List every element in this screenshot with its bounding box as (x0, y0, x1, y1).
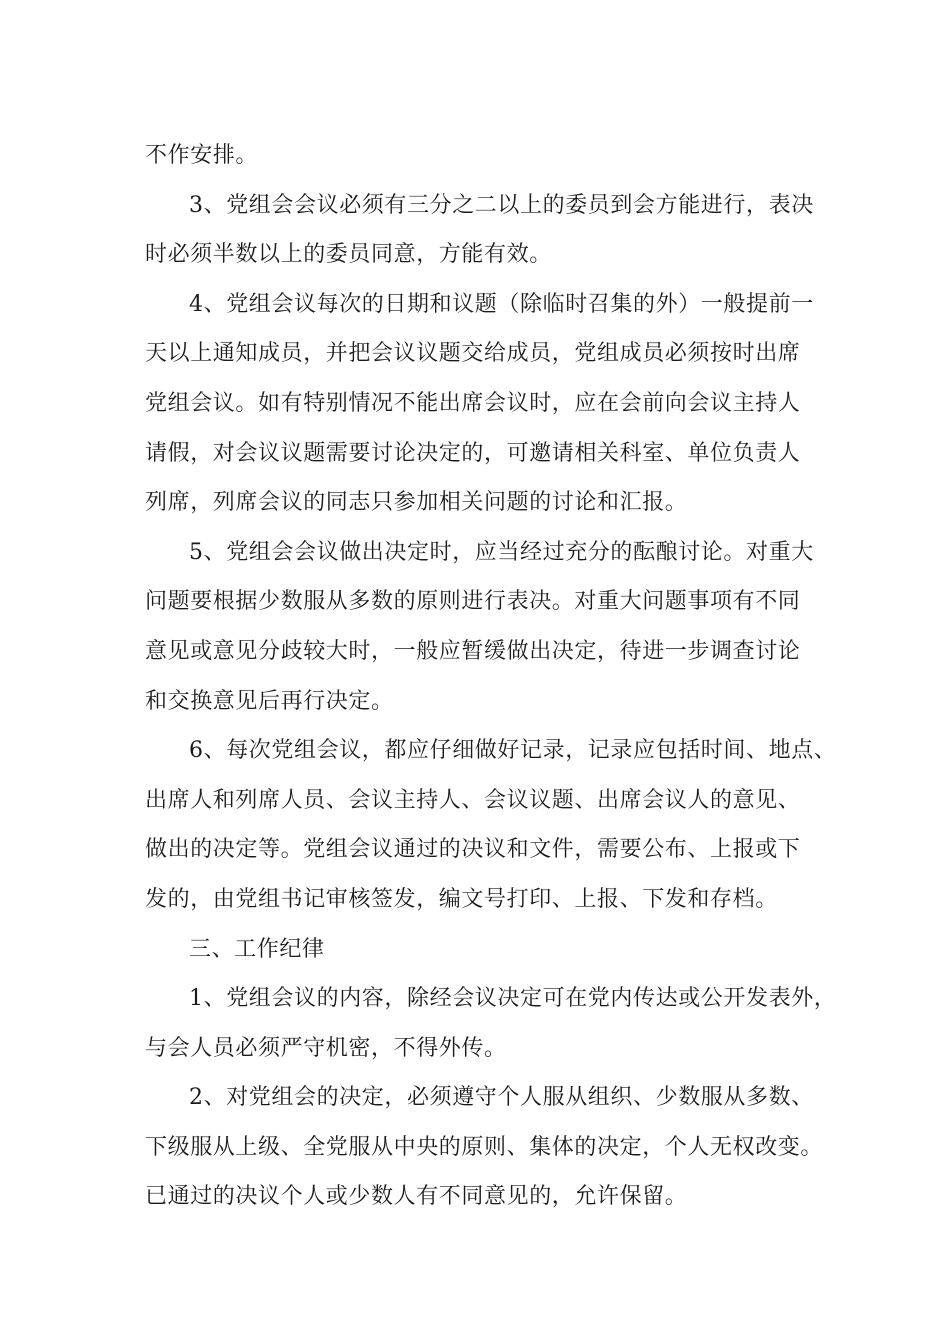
text-line: 党组会议。如有特别情况不能出席会议时，应在会前向会议主持人 (145, 390, 801, 416)
text-line: 出席人和列席人员、会议主持人、会议议题、出席会议人的意见、 (145, 787, 801, 813)
text-line: 做出的决定等。党组会议通过的决议和文件，需要公布、上报或下 (145, 837, 801, 863)
section-heading: 三、工作纪律 (189, 936, 325, 962)
text-line: 意见或意见分歧较大时，一般应暂缓做出决定，待进一步调查讨论 (145, 638, 801, 664)
text-line: 已通过的决议个人或少数人有不同意见的，允许保留。 (145, 1184, 688, 1210)
text-line: 请假，对会议议题需要讨论决定的，可邀请相关科室、单位负责人 (145, 440, 801, 466)
text-line: 2、对党组会的决定，必须遵守个人服从组织、少数服从多数、 (189, 1085, 814, 1111)
text-line: 列席，列席会议的同志只参加相关问题的讨论和汇报。 (145, 490, 688, 516)
text-line: 与会人员必须严守机密，不得外传。 (145, 1035, 507, 1061)
text-line: 6、每次党组会议，都应仔细做好记录，记录应包括时间、地点、 (189, 738, 837, 764)
text-line: 3、党组会会议必须有三分之二以上的委员到会方能进行，表决 (189, 192, 814, 218)
text-line: 1、党组会议的内容，除经会议决定可在党内传达或公开发表外， (189, 986, 837, 1012)
text-line: 5、党组会会议做出决定时，应当经过充分的酝酿讨论。对重大 (189, 539, 814, 565)
text-line: 时必须半数以上的委员同意，方能有效。 (145, 242, 552, 268)
text-line: 4、党组会议每次的日期和议题（除临时召集的外）一般提前一 (189, 291, 814, 317)
text-line: 发的，由党组书记审核签发，编文号打印、上报、下发和存档。 (145, 886, 778, 912)
text-line: 不作安排。 (145, 143, 259, 168)
document-body (145, 131, 837, 1222)
text-line: 下级服从上级、全党服从中央的原则、集体的决定，个人无权改变。 (145, 1134, 824, 1160)
text-line: 天以上通知成员，并把会议议题交给成员，党组成员必须按时出席 (145, 341, 801, 367)
text-line: 问题要根据少数服从多数的原则进行表决。对重大问题事项有不同 (145, 589, 801, 615)
text-line: 和交换意见后再行决定。 (145, 688, 394, 714)
